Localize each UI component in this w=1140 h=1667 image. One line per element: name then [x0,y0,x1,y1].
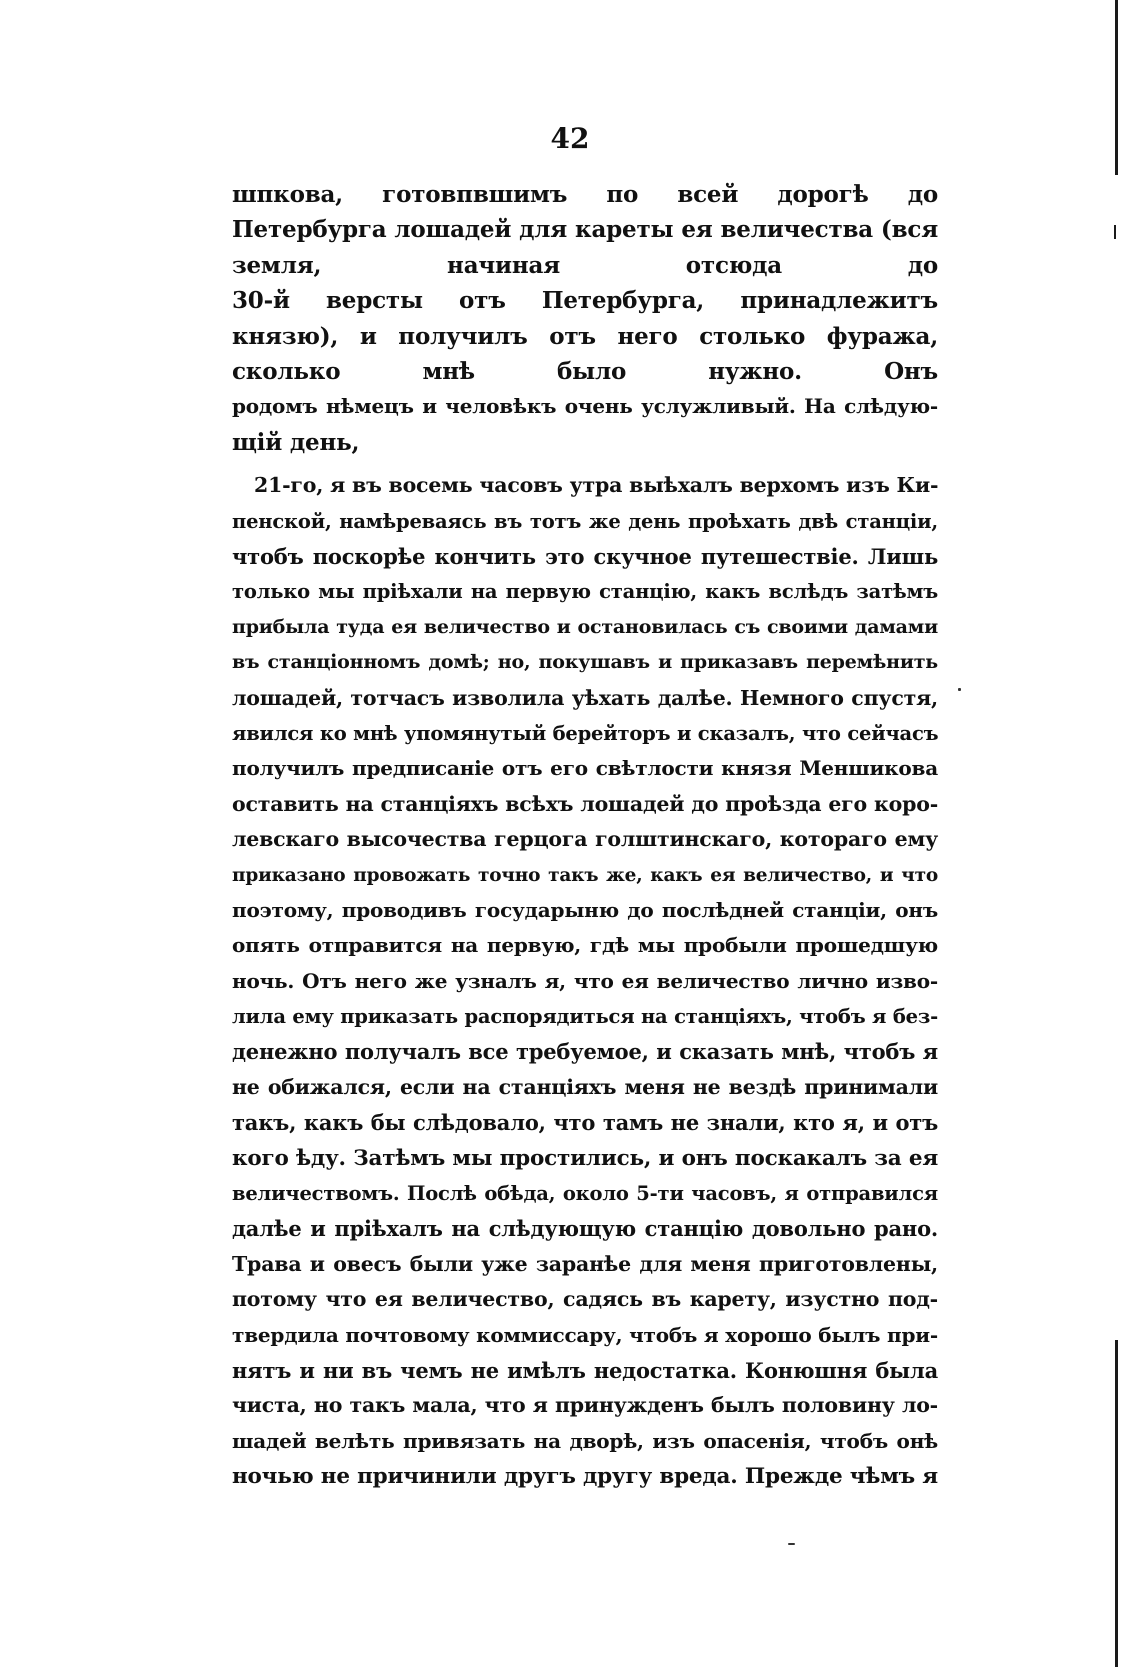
body-text [232,177,938,1495]
text-line: прибыла туда ея величество и остановилась съ своими дамами [232,615,938,638]
scan-speck [788,1543,795,1545]
text-line: поэтому, проводивъ государыню до послѣдней станціи, онъ [232,897,938,922]
text-line: денежно получалъ все требуемое, и сказать мнѣ, чтобъ я [232,1039,938,1065]
text-line: шадей велѣть привязать на дворѣ, изъ опасенія, чтобъ онѣ [232,1428,938,1453]
text-line: получилъ предписаніе отъ его свѣтлости князя Меншикова [232,756,938,781]
page-edge-shadow-lower [1115,1340,1118,1667]
paragraph-gap [232,460,938,468]
text-line: лила ему приказать распорядиться на станціяхъ, чтобъ я без- [232,1005,938,1029]
page-number: 42 [550,122,590,155]
paragraph [232,177,938,460]
text-line: пенской, намѣреваясь въ тотъ же день проѣхать двѣ станціи, [232,509,938,533]
text-line: потому что ея величество, садясь въ карету, изустно под- [232,1287,938,1312]
text-line: шпкова, готовпвшимъ по всей дорогѣ до Петербурга лошадей для кареты ея величества (вся земля, начиная отсюда до [232,181,938,279]
text-line: нятъ и ни въ чемъ не имѣлъ недостатка. Конюшня была [232,1357,938,1383]
text-line: величествомъ. Послѣ обѣда, около 5-ти часовъ, я отправился [232,1182,938,1206]
text-line: ночь. Отъ него же узналъ я, что ея величество лично изво- [232,968,938,993]
text-line: приказано провожать точно такъ же, какъ ея величество, и что [232,864,938,886]
scan-speck [958,688,961,691]
text-line: 30-й версты отъ Петербурга, принадлежитъ князю), и получилъ отъ него столько фуража, сколько мнѣ было нужно. Онъ [232,287,938,386]
text-line: чиста, но такъ мала, что я принужденъ былъ половину ло- [232,1393,938,1418]
text-line: щій день, [232,428,360,456]
text-line: кого ѣду. Затѣмъ мы простились, и онъ поскакалъ за ея [232,1145,938,1171]
text-line: 21-го, я въ восемь часовъ утра выѣхалъ верхомъ изъ Ки- [254,473,939,498]
text-line: не обижался, если на станціяхъ меня не вездѣ принимали [232,1074,938,1099]
text-line: родомъ нѣмецъ и человѣкъ очень услужливый. На слѣдую- [232,394,938,419]
text-line: такъ, какъ бы слѣдовало, что тамъ не знали, кто я, и отъ [232,1110,938,1136]
text-line: въ станціонномъ домѣ; но, покушавъ и приказавъ перемѣнить [232,651,938,674]
text-line: Трава и овесъ были уже заранѣе для меня приготовлены, [232,1251,938,1276]
paragraph [232,468,938,1494]
text-line: далѣе и пріѣхалъ на слѣдующую станцію довольно рано. [232,1216,938,1242]
text-line: только мы пріѣхали на первую станцію, какъ вслѣдъ затѣмъ [232,580,938,604]
text-line: оставить на станціяхъ всѣхъ лошадей до проѣзда его коро- [232,791,938,816]
text-line: твердила почтовому коммиссару, чтобъ я хорошо былъ при- [232,1322,938,1347]
text-line: чтобъ поскорѣе кончить это скучное путешествіе. Лишь [232,544,938,569]
text-line: опять отправится на первую, гдѣ мы пробыли прошедшую [232,933,938,958]
text-line: левскаго высочества герцога голштинскаго, котораго ему [232,827,938,852]
text-line: лошадей, тотчасъ изволила уѣхать далѣе. Немного спустя, [232,685,938,710]
text-line: ночью не причинили другъ другу вреда. Прежде чѣмъ я [232,1464,938,1490]
text-line: явился ко мнѣ упомянутый берейторъ и сказалъ, что сейчасъ [232,721,939,745]
page-edge-mark [1114,225,1116,239]
